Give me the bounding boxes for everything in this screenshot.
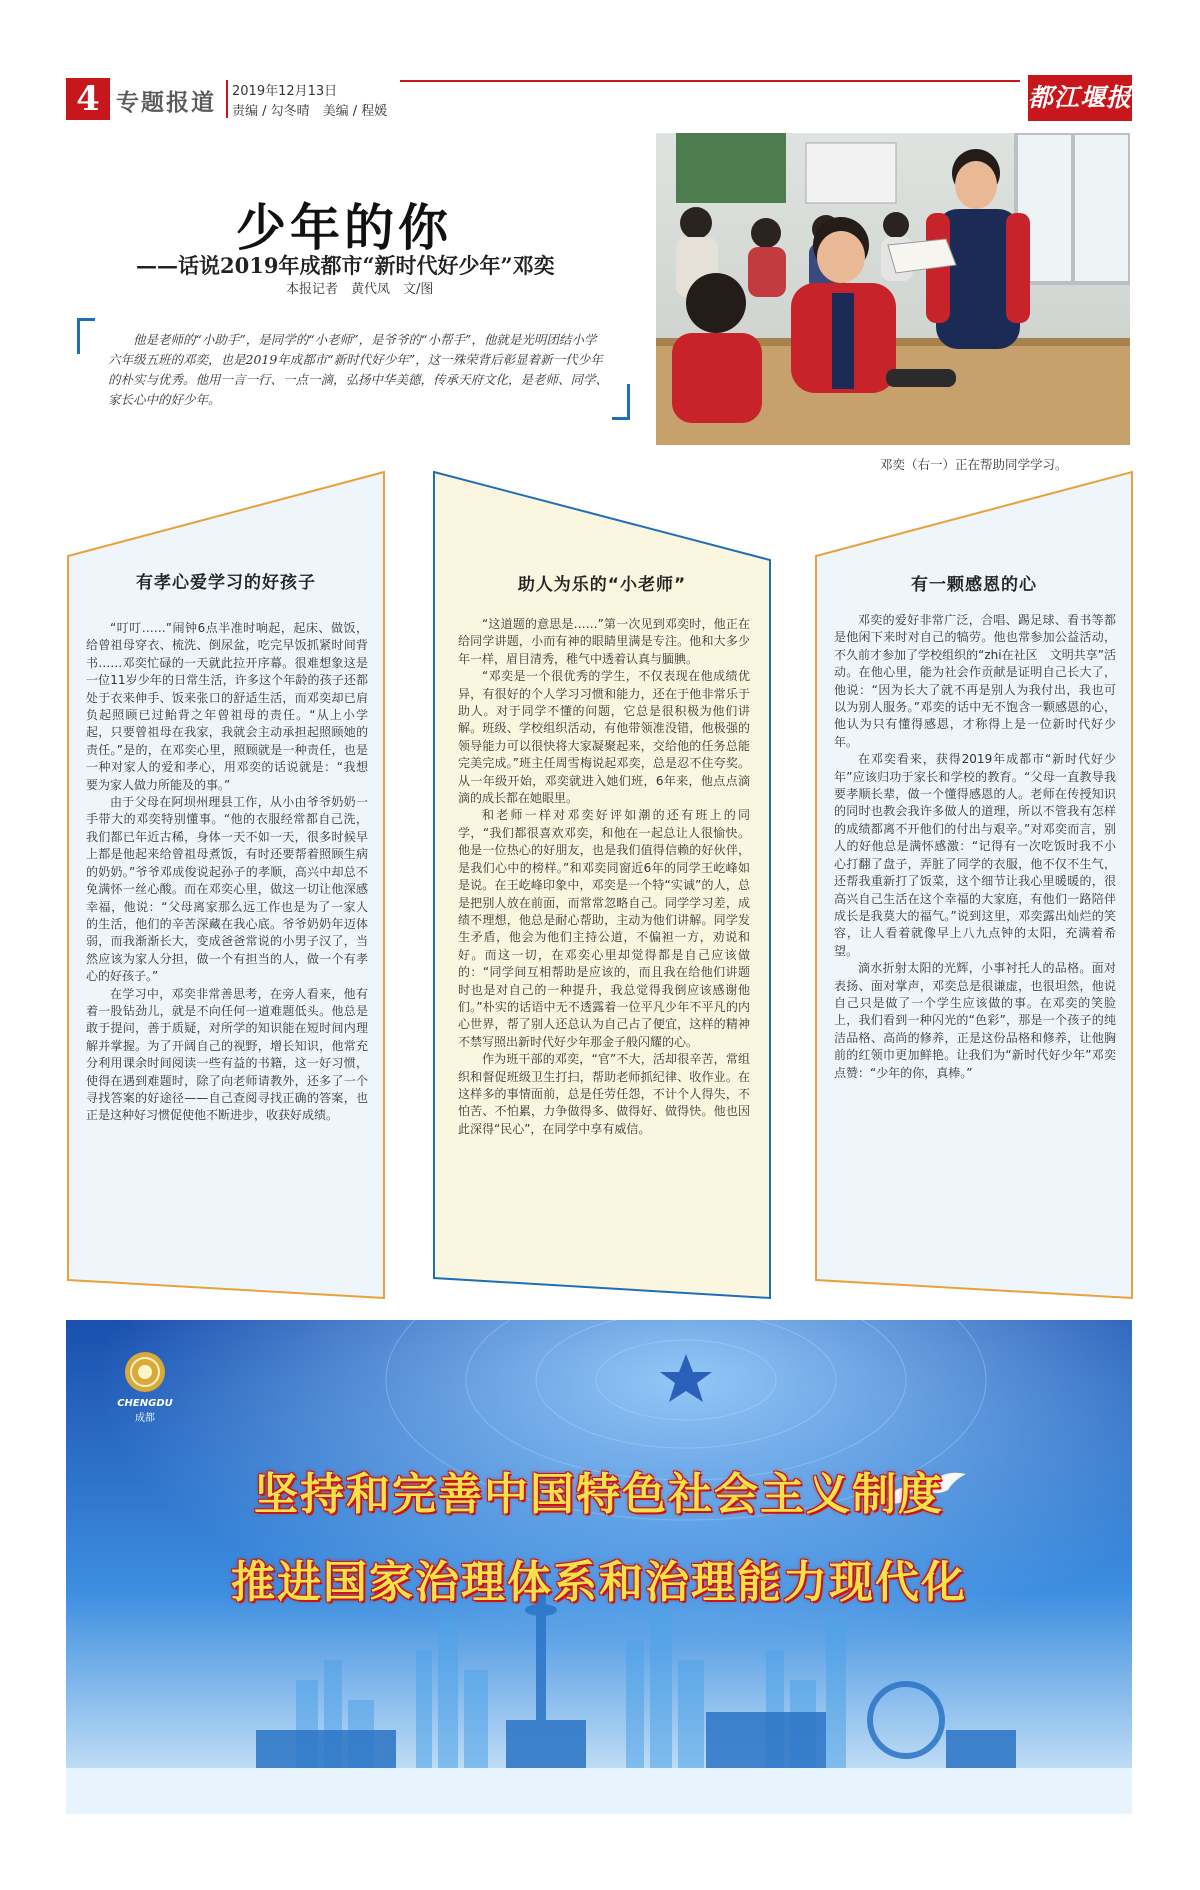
chengdu-logo — [110, 1350, 180, 1424]
editors-credit: 责编 / 勾冬晴 美编 / 程媛 — [232, 104, 388, 119]
paragraph: “叮叮……”闹钟6点半准时响起，起床、做饭，给曾祖母穿衣、梳洗、倒尿盆，吃完早饭抓紧时间背书……邓奕忙碌的一天就此拉开序幕。很难想象这是一位11岁少年的日常生活，许多这个年龄的孩子还都处于衣来伸手、饭来张口的舒适生活，而邓奕却已肩负起照顾已过鲐背之年曾祖母的责任。“从上小学起，只要曾祖母在我家，我就会主动承担起照顾她的责任。”是的，在邓奕心里，照顾就是一种责任，也是一种对家人的爱和孝心，用邓奕的话说就是：“我想要为家人做力所能及的事。” — [86, 621, 368, 792]
column-filial — [66, 470, 386, 1300]
column-body — [458, 616, 750, 1138]
article-title: 少年的你 — [236, 198, 452, 257]
masthead-logo: 都江堰报 — [1028, 75, 1132, 121]
column-helper — [432, 470, 772, 1300]
lead-bracket-top-left — [77, 318, 95, 354]
section-name: 专题报道 — [116, 90, 216, 116]
column-title: 有孝心爱学习的好孩子 — [136, 573, 316, 593]
lead-bracket-bottom-right — [612, 384, 630, 420]
column-gratitude — [814, 470, 1134, 1300]
paragraph: 邓奕的爱好非常广泛，合唱、踢足球、看书等都是他闲下来时对自己的犒劳。他也常参加公益活动，不久前才参加了学校组织的“zhi在社区 文明共享”活动。在他心里，能为社会作贡献是证明自己长大了，他说：“因为长大了就不再是别人为我付出，我也可以为别人服务。”邓奕的话中无不饱含一颗感恩的心，他认为只有懂得感恩，才称得上是一位新时代好少年。 — [834, 613, 1116, 749]
paragraph: 在邓奕看来，获得2019年成都市“新时代好少年”应该归功于家长和学校的教育。“父母一直教导我要孝顺长辈，做一个懂得感恩的人。老师在传授知识的同时也教会我许多做人的道理，所以不管我有怎样的成绩都离不开他们的付出与艰辛。”对邓奕而言，别人的好他总是满怀感激：“记得有一次吃饭时我不小心打翻了盘子，弄脏了同学的衣服，他不仅不生气，还帮我重新打了饭菜，这个细节让我心里暖暖的，很高兴自己生活在这个幸福的大家庭，有他们一路陪伴成长是我莫大的福气。”说到这里，邓奕露出灿烂的笑容，让人看着就像早上八九点钟的太阳，充满着希望。 — [834, 752, 1116, 958]
logo-chinese: 成都 — [135, 1413, 155, 1424]
page-number: 4 — [66, 78, 110, 120]
paragraph: 在学习中，邓奕非常善思考，在旁人看来，他有着一股钻劲儿，就是不向任何一道难题低头。他总是敢于提问，善于质疑，对所学的知识能在短时间内理解并掌握。为了开阔自己的视野，增长知识，他常充分利用课余时间阅读一些有益的书籍，这一好习惯，使得在遇到难题时，除了向老师请教外，还多了一个寻找答案的好途径——自己查阅寻找正确的答案，也正是这种好习惯促使他不断进步，收获好成绩。 — [86, 986, 368, 1123]
column-title: 助人为乐的“小老师” — [517, 575, 687, 595]
article-byline: 本报记者 黄代凤 文/图 — [286, 282, 434, 297]
article-photo — [656, 133, 1130, 445]
article-subtitle: ——话说2019年成都市“新时代好少年”邓奕 — [136, 253, 555, 278]
paragraph: 和老师一样对邓奕好评如潮的还有班上的同学，“我们都很喜欢邓奕，和他在一起总让人很愉快。他是一位热心的好朋友，也是我们值得信赖的好伙伴，是我们心中的榜样。”和邓奕同窗近6年的同学王屹峰如是说。在王屹峰印象中，邓奕是一个特“实诚”的人，总是把别人放在前面，而常常忽略自己。同学学习差，成绩不理想，他总是耐心帮助，主动为他们讲解。同学发生矛盾，他会为他们主持公道，不偏袒一方，劝说和好。而这一切，在邓奕心里却觉得都是自己应该做的：“同学间互相帮助是应该的，而且我在给他们讲题时也是对自己的一种提升，我总觉得我倒应该感谢他们。”朴实的话语中无不透露着一位平凡少年不平凡的内心世界，帮了别人还总认为自己占了便宜，这样的精神不禁写照出新时代好少年那金子般闪耀的心。 — [458, 808, 750, 1049]
slogan-line-2: 推进国家治理体系和治理能力现代化 — [231, 1557, 967, 1608]
column-body — [834, 612, 1116, 1082]
logo-english: CHENGDU — [117, 1398, 173, 1409]
paragraph: “这道题的意思是……”第一次见到邓奕时，他正在给同学讲题，小而有神的眼睛里满是专注。他和大多少年一样，眉目清秀，稚气中透着认真与腼腆。 — [458, 617, 750, 666]
paragraph: 由于父母在阿坝州理县工作，从小由爷爷奶奶一手带大的邓奕特别懂事。“他的衣服经常都自己洗，我们都已年近古稀，身体一天不如一天，很多时候早上都是他起来给曾祖母煮饭，有时还要帮着照顾生病的奶奶。”爷爷邓成俊说起孙子的孝顺，高兴中却总不免满怀一丝心酸。而在邓奕心里，做这一切让他深感幸福，他说：“父母离家那么远工作也是为了一家人的生活，他们的辛苦深藏在我心底。爷爷奶奶年迈体弱，而我渐渐长大，变成爸爸常说的小男子汉了，当然应该为家人分担，做一个有担当的人，做一个有孝心的好孩子。” — [86, 795, 368, 984]
column-title: 有一颗感恩的心 — [911, 575, 1037, 595]
sunbird-logo-icon — [123, 1350, 167, 1394]
header-divider — [226, 80, 228, 118]
paragraph: “邓奕是一个很优秀的学生，不仅表现在他成绩优异，有很好的个人学习习惯和能力，还在于他非常乐于助人。对于同学不懂的问题，它总是很积极为他们讲解。班级、学校组织活动，有他带领准没错，他极强的领导能力可以很快将大家凝聚起来，交给他的任务总能完美完成。”班主任周雪梅说起邓奕，总是忍不住夸奖。从一年级开始，邓奕就进入她们班，6年来，他点点滴滴的成长都在她眼里。 — [458, 669, 750, 806]
paragraph: 作为班干部的邓奕，“官”不大，活却很辛苦，常组织和督促班级卫生打扫，帮助老师抓纪律、收作业。在这样多的事情面前，总是任劳任怨，不计个人得失，不怕苦、不怕累，力争做得多、做得好、做得快。他也因此深得“民心”，在同学中享有威信。 — [458, 1052, 750, 1136]
photo-caption: 邓奕（右一）正在帮助同学学习。 — [880, 457, 1068, 472]
column-body — [86, 620, 368, 1125]
article-lead: 他是老师的“小助手”，是同学的“小老师”，是爷爷的“小帮手”，他就是光明团结小学六年级五班的邓奕，也是2019年成都市“新时代好少年”，这一殊荣背后彰显着新一代少年的朴实与优秀。他用一言一行、一点一滴，弘扬中华美德，传承天府文化，是老师、同学、家长心中的好少年。 — [108, 332, 609, 407]
propaganda-banner — [66, 1320, 1132, 1814]
slogan-line-1: 坚持和完善中国特色社会主义制度 — [254, 1469, 944, 1520]
header-rule — [400, 80, 1020, 82]
paragraph: 滴水折射太阳的光辉，小事衬托人的品格。面对表扬、面对掌声，邓奕总是很谦虚，也很坦然，他说自己只是做了一个学生应该做的事。在邓奕的笑脸上，我们看到一种闪光的“色彩”，那是一个孩子的纯洁品格、高尚的修养，正是这份品格和修养，让他胸前的红领巾更加鲜艳。让我们为“新时代好少年”邓奕点赞：“少年的你，真棒。” — [834, 961, 1116, 1080]
issue-date: 2019年12月13日 — [232, 84, 338, 99]
